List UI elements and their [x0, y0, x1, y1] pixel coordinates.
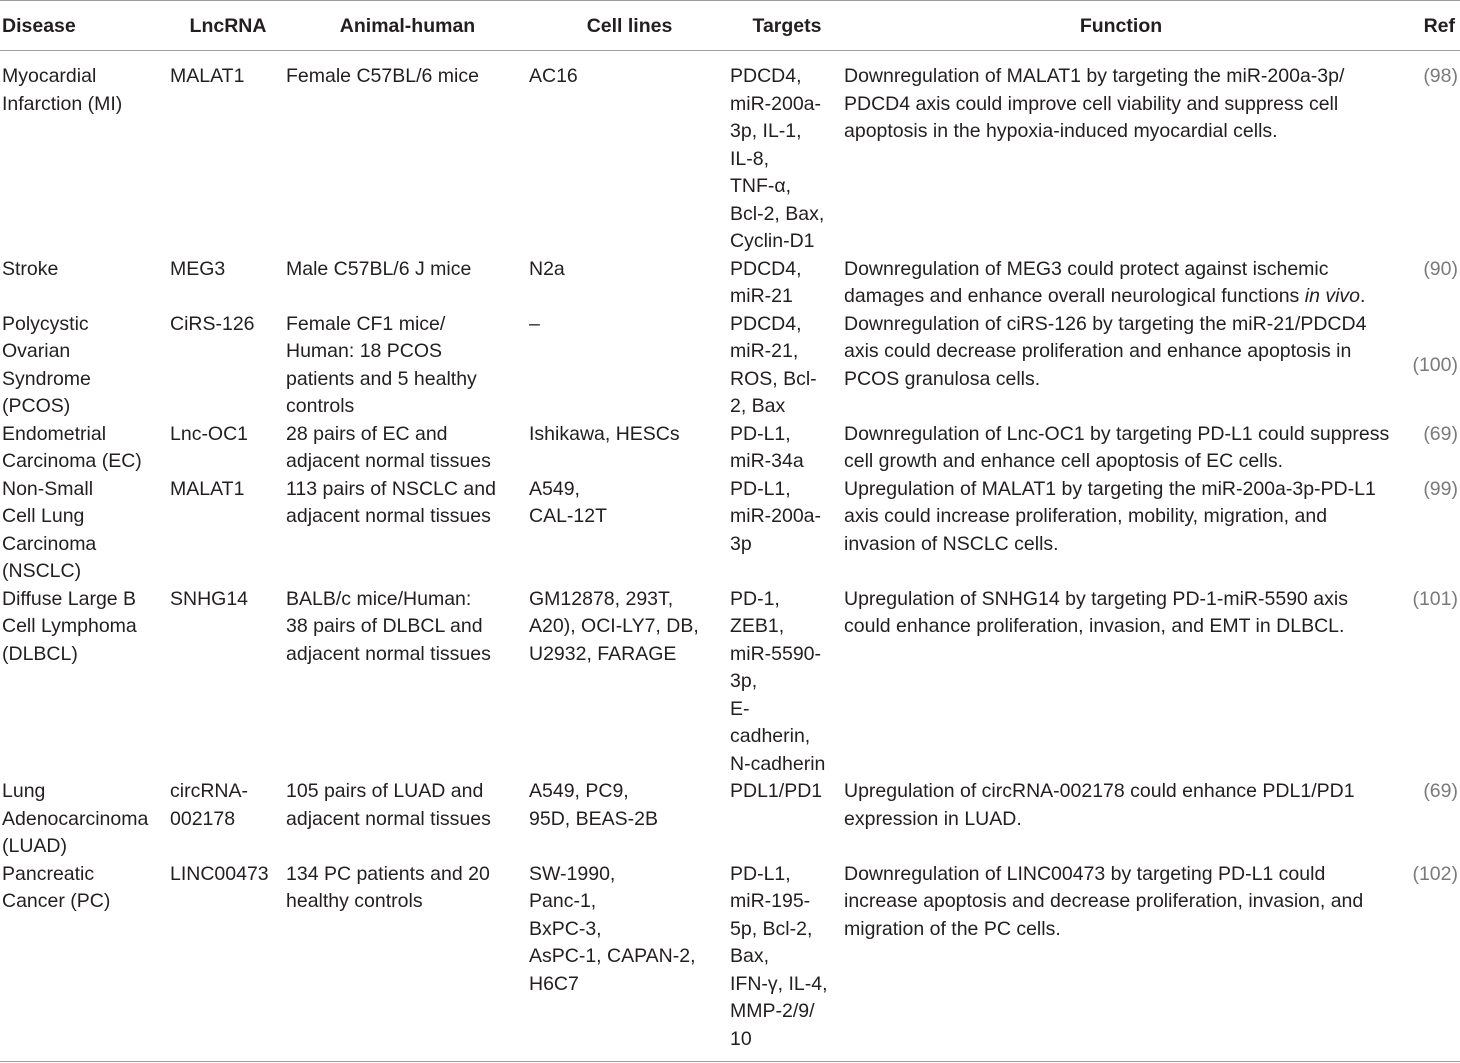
function-line: Downregulation of Lnc-OC1 by targeting PD-L1 could suppress: [844, 422, 1390, 445]
function-line: Downregulation of MALAT1 by targeting the miR-200a-3p/: [844, 65, 1345, 87]
table-row: [0, 256, 1460, 311]
table-row: [0, 778, 1460, 861]
cell-function: [844, 476, 1398, 586]
cell-lncrna: [170, 586, 286, 779]
cells-line: SW-1990,: [529, 862, 616, 885]
targets-line: 3p,: [730, 670, 758, 692]
cell-cell-lines: [529, 586, 730, 779]
header-cell-lines: Cell lines: [529, 1, 730, 51]
cell-lncrna: [170, 51, 286, 256]
header-animal-human: Animal-human: [286, 1, 529, 51]
targets-line: 2, Bax: [730, 395, 786, 417]
header-disease: Disease: [0, 1, 170, 51]
cells-line: Panc-1,: [529, 890, 597, 912]
disease-line: Carcinoma (EC): [2, 450, 142, 472]
animal-line: Female C57BL/6 mice: [286, 65, 479, 87]
cells-line: A20), OCI-LY7, DB,: [529, 615, 699, 637]
targets-line: IL-8,: [730, 147, 770, 170]
table-row: [0, 586, 1460, 779]
disease-line: Diffuse Large B: [2, 587, 137, 610]
disease-line: (NSCLC): [2, 560, 82, 582]
function-line: could enhance proliferation, invasion, and EMT in DLBCL.: [844, 615, 1345, 637]
cell-cell-lines: [529, 421, 730, 476]
table-row: [0, 421, 1460, 476]
disease-line: Cancer (PC): [2, 890, 111, 912]
cell-disease: [0, 778, 170, 861]
animal-line: Female CF1 mice/: [286, 312, 446, 335]
cell-targets: [730, 311, 844, 421]
cell-ref: (98): [1423, 65, 1458, 87]
cells-line: AsPC-1, CAPAN-2,: [529, 945, 696, 967]
function-line: cell growth and enhance cell apoptosis of EC cells.: [844, 450, 1283, 472]
animal-line: Male C57BL/6 J mice: [286, 257, 472, 280]
cell-targets: [730, 476, 844, 586]
cell-lncrna: [170, 476, 286, 586]
function-line: PCOS granulosa cells.: [844, 367, 1041, 390]
cell-targets: [730, 421, 844, 476]
targets-line: miR-21,: [730, 340, 799, 362]
cells-line: AC16: [529, 65, 578, 87]
targets-line: PD-L1,: [730, 862, 791, 885]
cell-animal-human: [286, 256, 529, 311]
cell-disease: [0, 256, 170, 311]
cell-animal-human: [286, 421, 529, 476]
cell-disease: [0, 51, 170, 256]
cells-line: CAL-12T: [529, 505, 608, 527]
targets-line: E-: [730, 697, 750, 720]
function-line: invasion of NSCLC cells.: [844, 532, 1059, 555]
table-header-row: [0, 1, 1460, 51]
lncrna-line: CiRS-126: [170, 312, 255, 335]
cell-cell-lines: [529, 256, 730, 311]
function-line: axis could decrease proliferation and enhance apoptosis in: [844, 340, 1352, 362]
header-function: Function: [844, 1, 1398, 51]
animal-line: 105 pairs of LUAD and: [286, 780, 484, 802]
targets-line: 5p, Bcl-2,: [730, 917, 813, 940]
cell-disease: [0, 311, 170, 421]
cells-line: A549,: [529, 477, 580, 500]
targets-line: Bcl-2, Bax,: [730, 202, 825, 225]
animal-line: healthy controls: [286, 890, 423, 912]
targets-line: 3p: [730, 532, 752, 555]
disease-line: Non-Small: [2, 477, 94, 500]
cell-function: [844, 311, 1398, 421]
cells-line: Ishikawa, HESCs: [529, 422, 680, 445]
cell-function: [844, 586, 1398, 779]
targets-line: PDCD4,: [730, 312, 802, 335]
cell-animal-human: [286, 311, 529, 421]
disease-line: Lung: [2, 780, 46, 802]
animal-line: adjacent normal tissues: [286, 807, 491, 830]
function-italic: in vivo: [1304, 285, 1361, 307]
disease-line: Carcinoma: [2, 532, 97, 555]
targets-line: PD-L1,: [730, 422, 791, 445]
lncrna-line: LINC00473: [170, 862, 269, 885]
lncrna-line: 002178: [170, 807, 236, 830]
targets-line: IFN-γ, IL-4,: [730, 972, 828, 995]
animal-line: adjacent normal tissues: [286, 642, 491, 665]
cell-cell-lines: [529, 861, 730, 1062]
cell-function: [844, 51, 1398, 256]
cell-targets: [730, 51, 844, 256]
animal-line: adjacent normal tissues: [286, 505, 491, 527]
cell-disease: [0, 421, 170, 476]
function-line: Downregulation of ciRS-126 by targeting the miR-21/PDCD4: [844, 312, 1367, 335]
function-line: Downregulation of LINC00473 by targeting PD-L1 could: [844, 862, 1326, 885]
function-line: axis could increase proliferation, mobility, migration, and: [844, 505, 1328, 527]
cell-animal-human: [286, 586, 529, 779]
lncrna-line: MALAT1: [170, 65, 245, 87]
disease-line: Syndrome: [2, 367, 91, 390]
targets-line: miR-21: [730, 285, 793, 307]
cell-lncrna: [170, 421, 286, 476]
animal-line: Human: 18 PCOS: [286, 340, 443, 362]
disease-line: Pancreatic: [2, 862, 95, 885]
cells-line: GM12878, 293T,: [529, 587, 674, 610]
function-line: Upregulation of circRNA-002178 could enhance PDL1/PD1: [844, 780, 1355, 802]
table-row: [0, 311, 1460, 421]
lncrna-line: SNHG14: [170, 587, 249, 610]
targets-line: PD-1,: [730, 587, 780, 610]
cell-disease: [0, 586, 170, 779]
cell-ref: (100): [1412, 353, 1458, 376]
function-line: PDCD4 axis could improve cell viability and suppress cell: [844, 92, 1339, 115]
cell-function: [844, 778, 1398, 861]
function-line: Downregulation of MEG3 could protect against ischemic: [844, 257, 1329, 280]
header-ref: Ref: [1398, 1, 1460, 51]
disease-line: (DLBCL): [2, 642, 78, 665]
targets-line: ROS, Bcl-: [730, 367, 817, 390]
table-body: [0, 51, 1460, 1062]
table-row: [0, 51, 1460, 256]
header-targets: Targets: [730, 1, 844, 51]
cells-line: –: [529, 312, 540, 335]
targets-line: PD-L1,: [730, 477, 791, 500]
function-line: increase apoptosis and decrease proliferation, invasion, and: [844, 890, 1364, 912]
targets-line: 3p, IL-1,: [730, 120, 802, 142]
cell-ref: (90): [1423, 257, 1458, 280]
cell-disease: [0, 861, 170, 1062]
targets-line: 10: [730, 1027, 752, 1050]
cell-lncrna: [170, 861, 286, 1062]
cell-cell-lines: [529, 476, 730, 586]
targets-line: miR-5590-: [730, 642, 822, 665]
cell-targets: [730, 861, 844, 1062]
cells-line: A549, PC9,: [529, 780, 629, 802]
animal-line: adjacent normal tissues: [286, 450, 491, 472]
function-line: apoptosis in the hypoxia-induced myocardial cells.: [844, 120, 1278, 142]
disease-line: Ovarian: [2, 340, 71, 362]
cell-cell-lines: [529, 778, 730, 861]
cell-lncrna: [170, 256, 286, 311]
cell-ref: (69): [1423, 780, 1458, 802]
disease-line: Stroke: [2, 257, 59, 280]
disease-line: Adenocarcinoma: [2, 807, 149, 830]
cell-animal-human: [286, 861, 529, 1062]
targets-line: Bax,: [730, 945, 770, 967]
cell-ref: (101): [1412, 587, 1458, 610]
disease-line: (PCOS): [2, 395, 71, 417]
disease-line: Infarction (MI): [2, 92, 123, 115]
disease-line: Myocardial: [2, 65, 97, 87]
disease-line: Endometrial: [2, 422, 107, 445]
cell-ref: (69): [1423, 422, 1458, 445]
cells-line: 95D, BEAS-2B: [529, 807, 658, 830]
targets-line: PDL1/PD1: [730, 780, 823, 802]
targets-line: Cyclin-D1: [730, 230, 815, 252]
function-line: migration of the PC cells.: [844, 917, 1061, 940]
disease-line: (LUAD): [2, 835, 68, 857]
table-row: [0, 476, 1460, 586]
targets-line: MMP-2/9/: [730, 1000, 815, 1022]
cell-animal-human: [286, 778, 529, 861]
lncrna-line: MEG3: [170, 257, 226, 280]
disease-line: Cell Lung: [2, 505, 85, 527]
disease-line: Cell Lymphoma: [2, 615, 137, 637]
targets-line: N-cadherin: [730, 752, 826, 775]
cell-animal-human: [286, 476, 529, 586]
targets-line: miR-200a-: [730, 92, 822, 115]
animal-line: patients and 5 healthy: [286, 367, 477, 390]
cell-disease: [0, 476, 170, 586]
targets-line: miR-34a: [730, 450, 804, 472]
animal-line: 28 pairs of EC and: [286, 422, 448, 445]
disease-line: Polycystic: [2, 312, 89, 335]
animal-line: controls: [286, 395, 355, 417]
cell-ref: (102): [1398, 861, 1460, 1062]
cells-line: U2932, FARAGE: [529, 642, 677, 665]
function-line: expression in LUAD.: [844, 807, 1022, 830]
targets-line: TNF-α,: [730, 175, 792, 197]
header-lncrna: LncRNA: [170, 1, 286, 51]
function-line: Upregulation of SNHG14 by targeting PD-1-miR-5590 axis: [844, 587, 1348, 610]
cell-function: [844, 861, 1398, 1062]
animal-line: BALB/c mice/Human:: [286, 587, 472, 610]
targets-line: miR-200a-: [730, 505, 822, 527]
targets-line: cadherin,: [730, 725, 811, 747]
targets-line: PDCD4,: [730, 65, 802, 87]
cell-lncrna: [170, 311, 286, 421]
lncrna-line: Lnc-OC1: [170, 422, 249, 445]
animal-line: 38 pairs of DLBCL and: [286, 615, 483, 637]
targets-line: ZEB1,: [730, 615, 785, 637]
lncrna-line: circRNA-: [170, 780, 248, 802]
table-row: [0, 861, 1460, 1062]
animal-line: 113 pairs of NSCLC and: [286, 477, 496, 500]
lncrna-line: MALAT1: [170, 477, 245, 500]
cell-cell-lines: [529, 51, 730, 256]
function-line: Upregulation of MALAT1 by targeting the miR-200a-3p-PD-L1: [844, 477, 1376, 500]
cell-lncrna: [170, 778, 286, 861]
cell-targets: [730, 256, 844, 311]
cell-function: [844, 421, 1398, 476]
cells-line: N2a: [529, 257, 565, 280]
cells-line: BxPC-3,: [529, 917, 602, 940]
targets-line: miR-195-: [730, 890, 811, 912]
cell-targets: [730, 586, 844, 779]
cell-function: [844, 256, 1398, 311]
cells-line: H6C7: [529, 972, 579, 995]
cell-ref: (99): [1423, 477, 1458, 500]
targets-line: PDCD4,: [730, 257, 802, 280]
cell-animal-human: [286, 51, 529, 256]
function-line: damages and enhance overall neurological functions in vivo.: [844, 285, 1366, 307]
cell-targets: [730, 778, 844, 861]
animal-line: 134 PC patients and 20: [286, 862, 490, 885]
cell-cell-lines: [529, 311, 730, 421]
